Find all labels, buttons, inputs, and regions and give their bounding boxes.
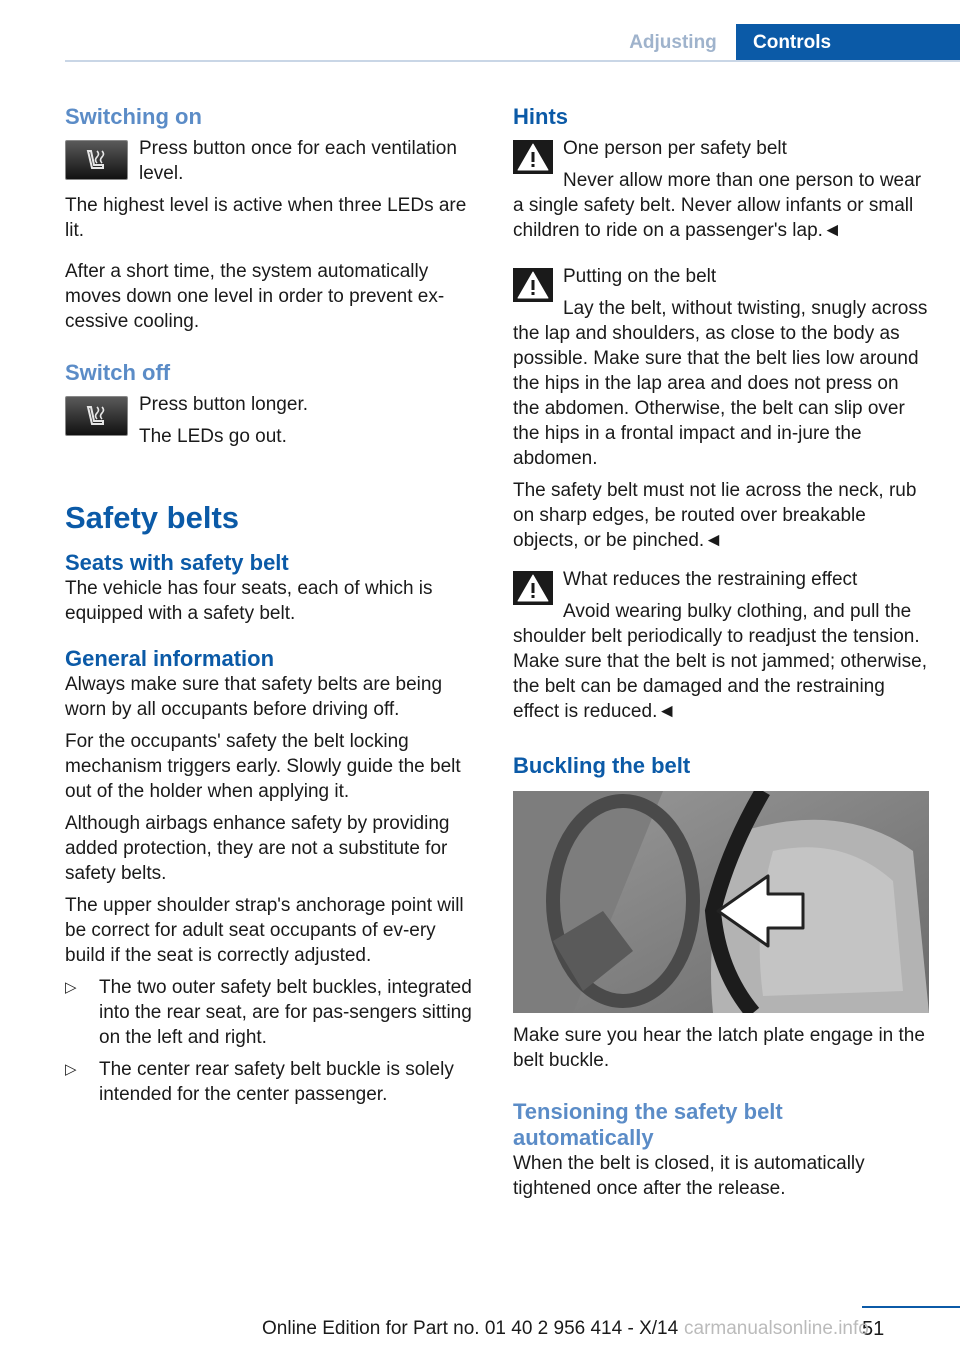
warning-body: Lay the belt, without twisting, snugly across the lap and shoulders, as close to the body as possible. Make sure that the belt lies low around the hips in the lap area and does not press on the abdomen. Otherwise, the belt can slip over the hips in a frontal impact and in‐jure the abdomen.	[513, 298, 928, 469]
warning-icon	[513, 140, 553, 174]
footer-edition: Online Edition for Part no. 01 40 2 956 414 - X/14	[262, 1318, 679, 1339]
heading-seats-with-safety-belt: Seats with safety belt	[65, 550, 289, 575]
switching-on-p1: The highest level is active when three LEDs are lit.	[65, 195, 467, 241]
switching-on-button-block	[65, 136, 477, 193]
warning-block	[513, 567, 929, 731]
warning-title: What reduces the restraining effect	[563, 569, 858, 590]
general-p4: The upper shoulder strap's anchorage point will be correct for adult seat occupants of ev‐ery build if the seat is correctly adjusted.	[65, 895, 464, 966]
triangle-bullet-icon: ▷	[65, 979, 77, 996]
warning-icon	[513, 268, 553, 302]
seat-ventilation-button-icon	[65, 140, 128, 180]
warning-title: One person per safety belt	[563, 138, 787, 159]
warning-block	[513, 136, 929, 250]
header-divider	[65, 60, 960, 62]
heading-switching-on: Switching on	[65, 104, 202, 129]
heading-general-information: General information	[65, 646, 275, 671]
warning-extra: The safety belt must not lie across the neck, rub on sharp edges, be routed over breakable objects, or be pinched.◄	[513, 480, 917, 551]
seats-text: The vehicle has four seats, each of which is equipped with a safety belt.	[65, 578, 433, 624]
general-p1: Always make sure that safety belts are being worn by all occupants before driving off.	[65, 674, 443, 720]
warning-body: Avoid wearing bulky clothing, and pull the shoulder belt periodically to readjust the tension. Make sure that the belt is not jammed; otherwise, the belt can be damaged and the restraining effect is reduced.◄	[513, 601, 927, 722]
list-item	[65, 1057, 477, 1107]
switching-on-p2: After a short time, the system automatically moves down one level in order to prevent ex‐cessive cooling.	[65, 261, 445, 332]
triangle-bullet-icon: ▷	[65, 1061, 77, 1078]
bullet-text: The two outer safety belt buckles, integrated into the rear seat, are for pas‐sengers sitting on the left and right.	[99, 977, 472, 1048]
buckling-caption: Make sure you hear the latch plate engage in the belt buckle.	[513, 1025, 925, 1071]
warning-title: Putting on the belt	[563, 266, 717, 287]
general-p3: Although airbags enhance safety by providing added protection, they are not a substitute for safety belts.	[65, 813, 450, 884]
switch-off-line2: The LEDs go out.	[139, 426, 287, 447]
list-item	[65, 975, 477, 1050]
switch-off-line1: Press button longer.	[139, 394, 308, 415]
general-bullet-list	[65, 975, 477, 1107]
heading-buckling-the-belt: Buckling the belt	[513, 753, 691, 778]
general-p2: For the occupants' safety the belt locking mechanism triggers early. Slowly guide the belt out of the holder when applying it.	[65, 731, 461, 802]
switch-off-button-block	[65, 392, 477, 456]
warning-block	[513, 264, 929, 478]
bullet-text: The center rear safety belt buckle is solely intended for the center passenger.	[99, 1059, 454, 1105]
warning-icon	[513, 571, 553, 605]
heading-switch-off: Switch off	[65, 360, 171, 385]
watermark-text: carmanualsonline.info	[684, 1318, 869, 1339]
warning-body: Never allow more than one person to wear a single safety belt. Never allow infants or small children to ride on a passenger's lap.◄	[513, 170, 922, 241]
heading-safety-belts: Safety belts	[65, 500, 240, 535]
heading-tensioning: Tensioning the safety belt automatically	[513, 1099, 783, 1150]
left-column	[65, 100, 477, 1114]
header-tab-adjusting[interactable]: Adjusting	[629, 32, 717, 53]
switching-on-button-text: Press button once for each ventilation level.	[139, 138, 457, 184]
footer-divider	[862, 1306, 960, 1308]
seat-ventilation-button-icon	[65, 396, 128, 436]
header-tab-controls[interactable]: Controls	[736, 24, 960, 62]
tensioning-text: When the belt is closed, it is automatically tightened once after the release.	[513, 1153, 865, 1199]
seat-belt-photo	[513, 791, 929, 1013]
heading-hints: Hints	[513, 104, 568, 129]
page-number: 51	[862, 1318, 885, 1340]
right-column	[513, 100, 929, 1208]
